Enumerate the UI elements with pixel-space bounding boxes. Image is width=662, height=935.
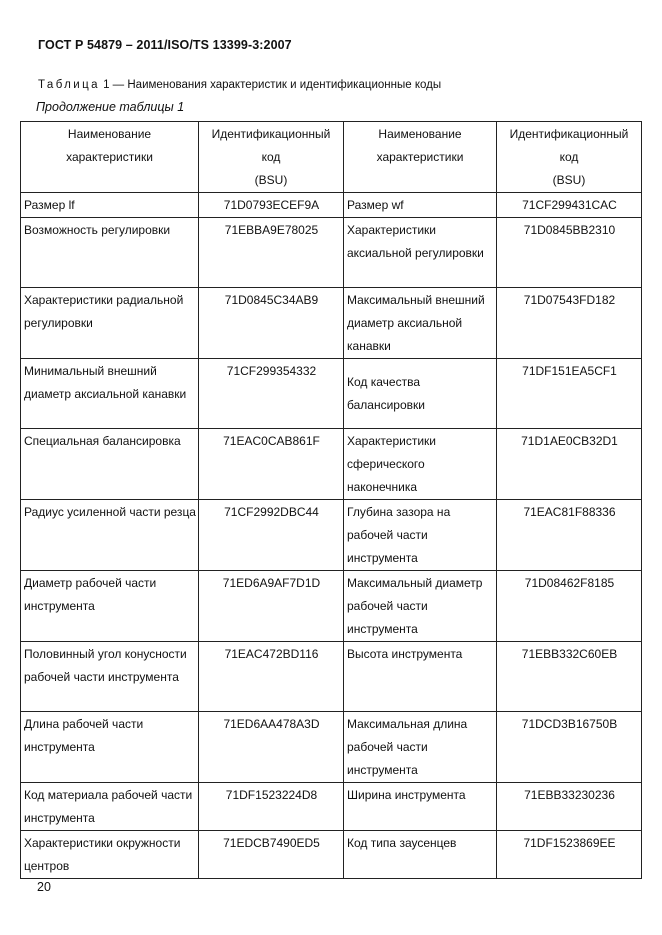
characteristic-name: Половинный угол конусности рабочей части инструмента xyxy=(21,642,199,712)
bsu-code: 71ED6AA478A3D xyxy=(199,712,344,783)
characteristic-name: Ширина инструмента xyxy=(344,783,497,831)
table-row xyxy=(21,500,642,571)
table-row xyxy=(21,288,642,359)
characteristic-name: Код качества балансировки xyxy=(344,359,497,429)
header-line: характеристики xyxy=(376,150,464,164)
header-code-2 xyxy=(497,122,642,193)
bsu-code: 71D0845BB2310 xyxy=(497,218,642,288)
characteristic-name: Код материала рабочей части инструмента xyxy=(21,783,199,831)
table-row xyxy=(21,218,642,288)
table-row xyxy=(21,429,642,500)
characteristic-name: Возможность регулировки xyxy=(21,218,199,288)
bsu-code: 71CF299431CAC xyxy=(497,193,642,218)
bsu-code: 71DF1523869EE xyxy=(497,831,642,879)
characteristic-name: Высота инструмента xyxy=(344,642,497,712)
characteristic-name: Характеристики окружности центров xyxy=(21,831,199,879)
characteristic-name: Максимальный внешний диаметр аксиальной канавки xyxy=(344,288,497,359)
characteristic-name: Характеристики сферического наконечника xyxy=(344,429,497,500)
header-line: Идентификационный xyxy=(211,127,331,141)
header-line: (BSU) xyxy=(552,173,586,187)
table-row xyxy=(21,571,642,642)
bsu-code: 71EAC472BD116 xyxy=(199,642,344,712)
bsu-code: 71D0793ECEF9A xyxy=(199,193,344,218)
characteristic-name: Диаметр рабочей части инструмента xyxy=(21,571,199,642)
characteristic-name: Характеристики радиальной регулировки xyxy=(21,288,199,359)
bsu-code: 71CF2992DBC44 xyxy=(199,500,344,571)
header-line: Идентификационный xyxy=(509,127,629,141)
characteristic-name: Максимальная длина рабочей части инструмента xyxy=(344,712,497,783)
bsu-code: 71D0845C34AB9 xyxy=(199,288,344,359)
characteristic-name: Длина рабочей части инструмента xyxy=(21,712,199,783)
characteristic-name: Характеристики аксиальной регулировки xyxy=(344,218,497,288)
header-line: код xyxy=(261,150,281,164)
bsu-code: 71D08462F8185 xyxy=(497,571,642,642)
bsu-code: 71DCD3B16750B xyxy=(497,712,642,783)
table-continuation: Продолжение таблицы 1 xyxy=(36,100,185,114)
header-line: характеристики xyxy=(66,150,153,164)
table-caption xyxy=(38,79,441,91)
bsu-code: 71EDCB7490ED5 xyxy=(199,831,344,879)
table-caption-word: Таблица xyxy=(38,79,100,91)
bsu-code: 71EBB332C60EB xyxy=(497,642,642,712)
characteristics-table xyxy=(20,121,642,879)
header-line: Наименование xyxy=(67,127,152,141)
header-line: (BSU) xyxy=(254,173,288,187)
page-number: 20 xyxy=(37,880,51,894)
characteristic-name: Код типа заусенцев xyxy=(344,831,497,879)
bsu-code: 71EAC0CAB861F xyxy=(199,429,344,500)
characteristic-name: Специальная балансировка xyxy=(21,429,199,500)
characteristic-name: Максимальный диаметр рабочей части инструмента xyxy=(344,571,497,642)
table-caption-text: 1 — Наименования характеристик и идентификационные коды xyxy=(99,79,442,91)
table-row xyxy=(21,712,642,783)
standard-designation: ГОСТ Р 54879 – 2011/ISO/TS 13399-3:2007 xyxy=(38,38,292,52)
header-line: код xyxy=(559,150,579,164)
bsu-code: 71D1AE0CB32D1 xyxy=(497,429,642,500)
characteristic-name: Минимальный внешний диаметр аксиальной канавки xyxy=(21,359,199,429)
bsu-code: 71ED6A9AF7D1D xyxy=(199,571,344,642)
table-row xyxy=(21,783,642,831)
bsu-code: 71CF299354332 xyxy=(199,359,344,429)
table-row xyxy=(21,831,642,879)
bsu-code: 71EBBA9E78025 xyxy=(199,218,344,288)
header-code-1 xyxy=(199,122,344,193)
characteristic-name: Радиус усиленной части резца xyxy=(21,500,199,571)
table-row xyxy=(21,359,642,429)
bsu-code: 71EBB33230236 xyxy=(497,783,642,831)
table-row xyxy=(21,193,642,218)
bsu-code: 71D07543FD182 xyxy=(497,288,642,359)
header-line: Наименование xyxy=(378,127,462,141)
bsu-code: 71DF151EA5CF1 xyxy=(497,359,642,429)
table-row xyxy=(21,642,642,712)
table-header-row xyxy=(21,122,642,193)
bsu-code: 71EAC81F88336 xyxy=(497,500,642,571)
header-name-2 xyxy=(344,122,497,193)
characteristic-name: Глубина зазора на рабочей части инструмента xyxy=(344,500,497,571)
characteristic-name: Размер wf xyxy=(344,193,497,218)
header-name-1 xyxy=(21,122,199,193)
characteristic-name: Размер lf xyxy=(21,193,199,218)
bsu-code: 71DF1523224D8 xyxy=(199,783,344,831)
